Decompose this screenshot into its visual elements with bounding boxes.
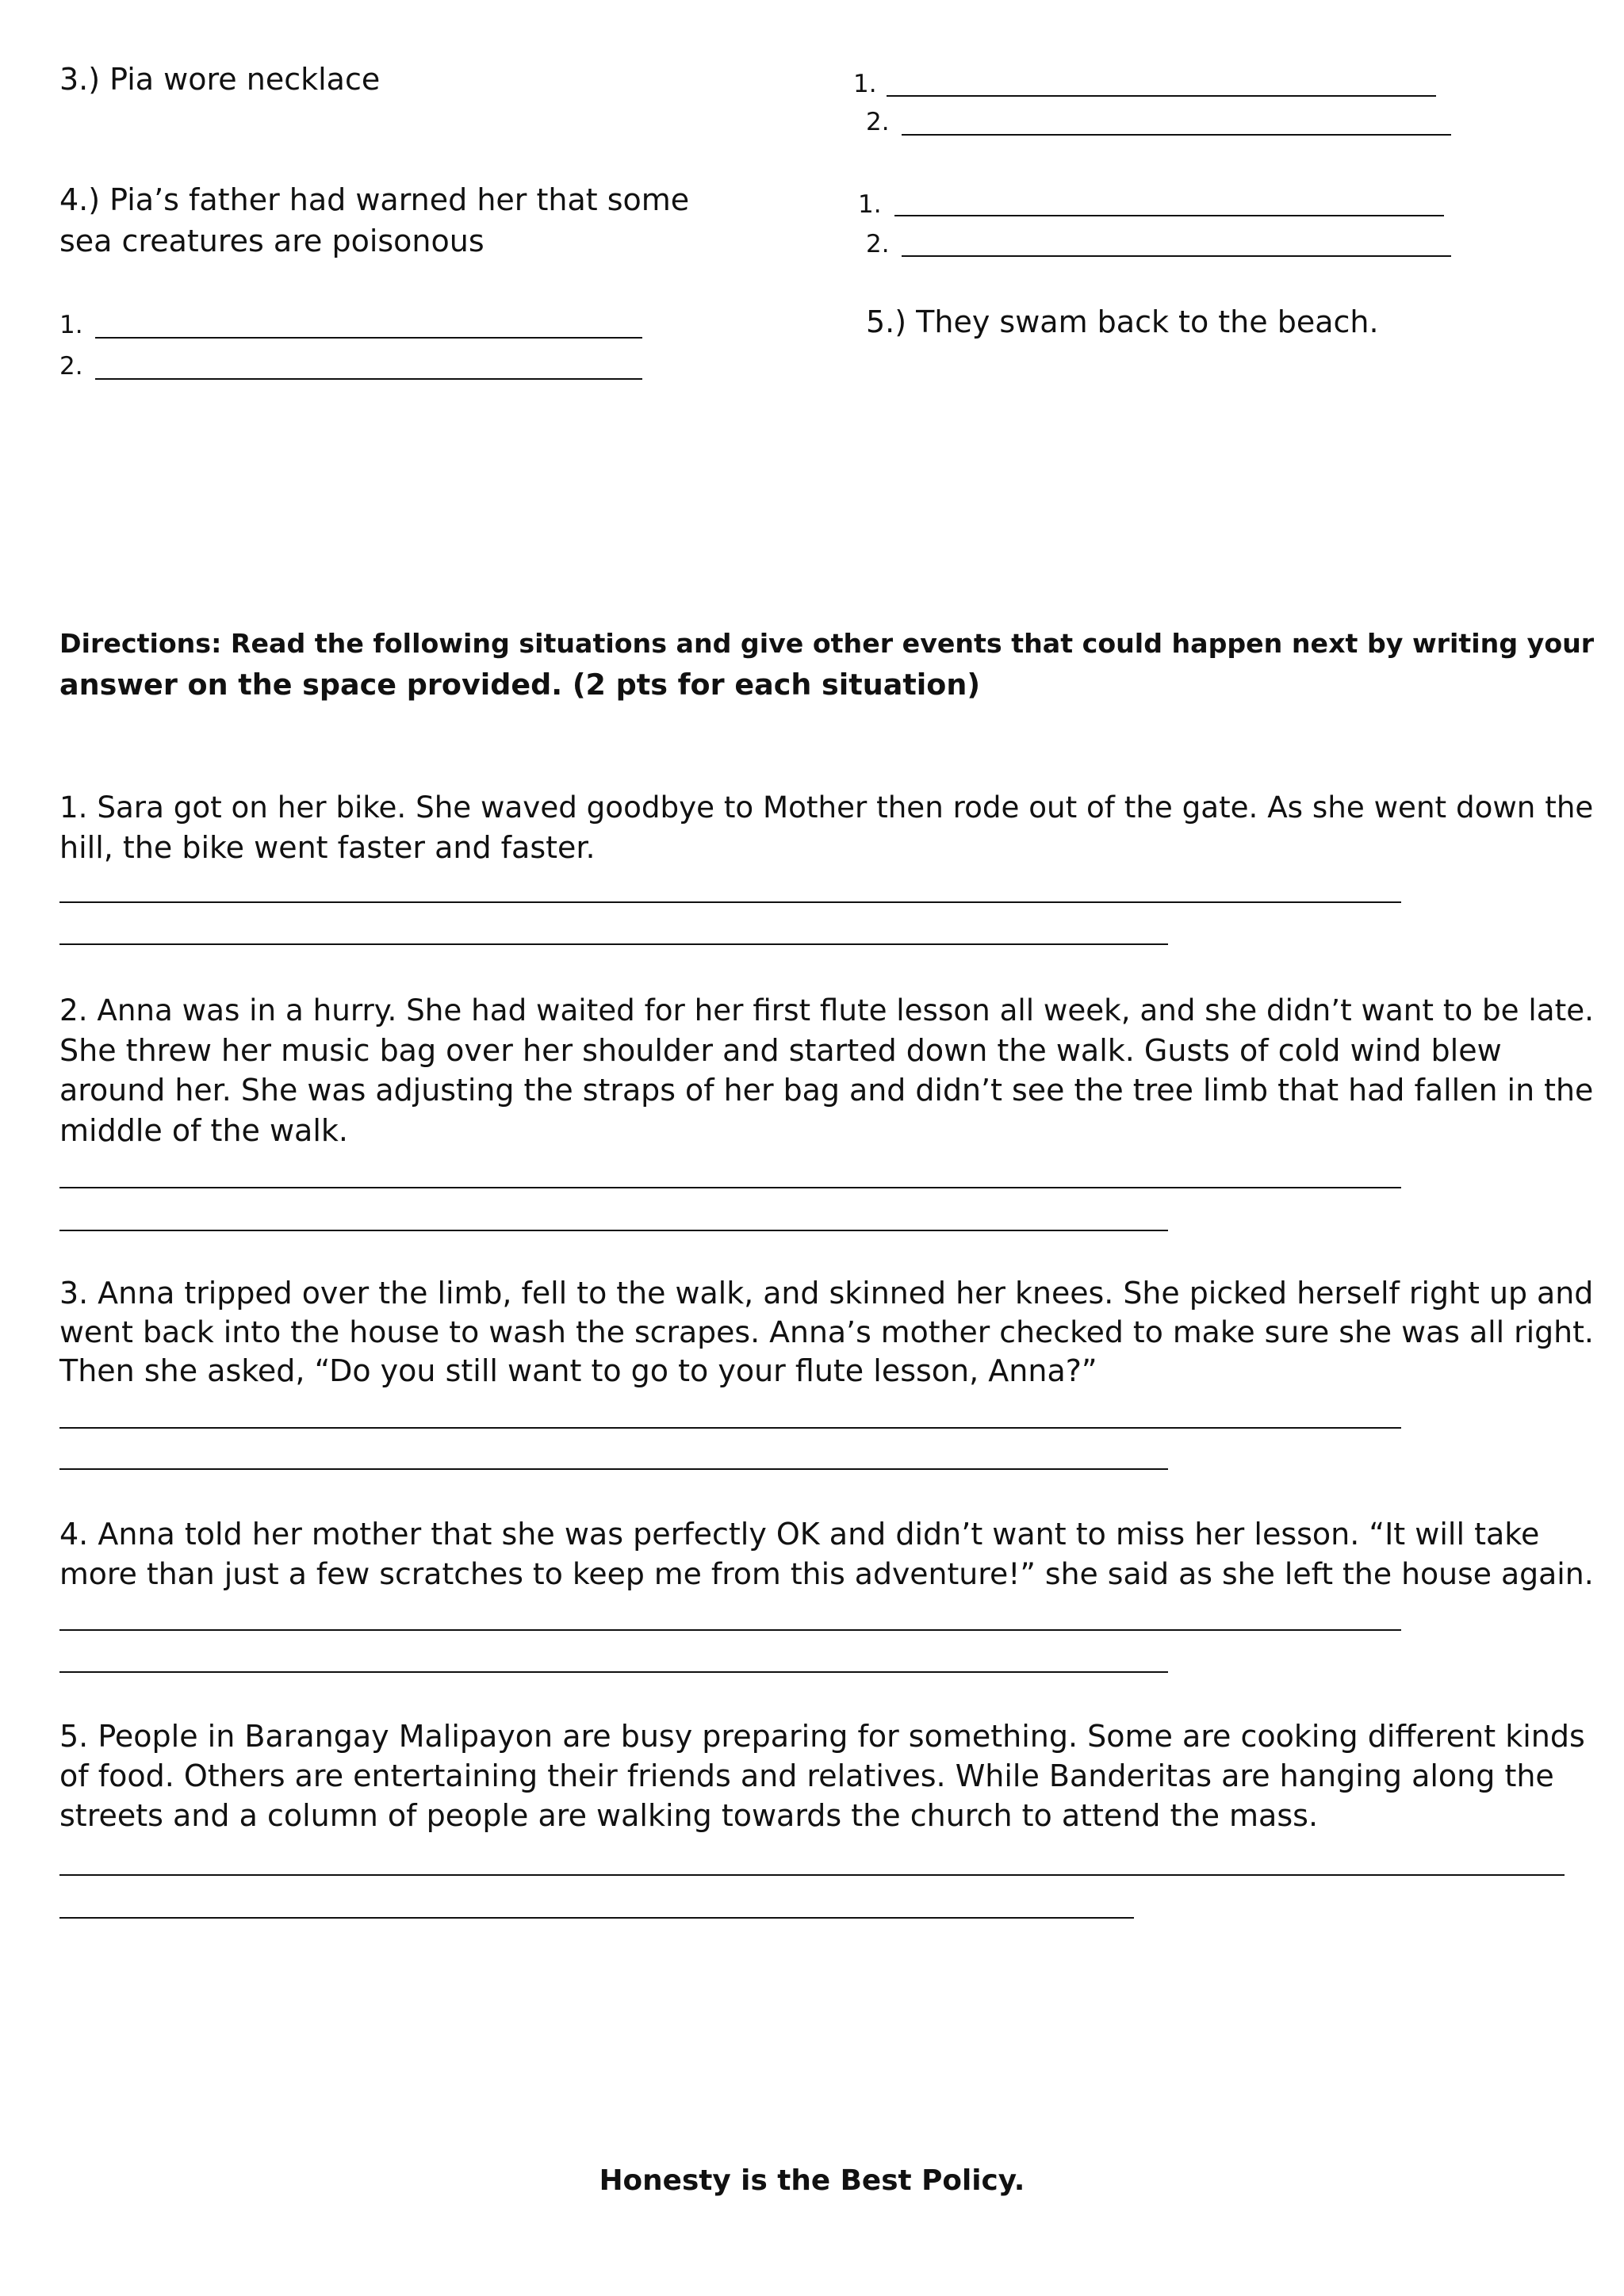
item-5-prompt: 5.) They swam back to the beach. xyxy=(866,304,1379,339)
situation-2-line-2: She threw her music bag over her shoulder and started down the walk. Gusts of cold wind blew xyxy=(59,1033,1502,1068)
item-3-answer-line-2[interactable] xyxy=(902,134,1451,136)
situation-2-line-1: 2. Anna was in a hurry. She had waited for her first flute lesson all week, and she didn’t want to be late. xyxy=(59,993,1594,1027)
item-3-blank-2-number: 2. xyxy=(866,108,890,136)
situation-1-line-1: 1. Sara got on her bike. She waved goodbye to Mother then rode out of the gate. As she went down the xyxy=(59,790,1594,825)
directions-line-2: answer on the space provided. (2 pts for each situation) xyxy=(59,668,981,702)
directions-line-1: Directions: Read the following situations and give other events that could happen next by writing your xyxy=(59,628,1595,659)
situation-5-line-2: of food. Others are entertaining their friends and relatives. While Banderitas are hanging along the xyxy=(59,1758,1554,1793)
item-4-prompt-line-2: sea creatures are poisonous xyxy=(59,224,485,258)
situation-2-answer-line-2[interactable] xyxy=(59,1230,1168,1231)
situation-4-answer-line-2[interactable] xyxy=(59,1671,1168,1673)
situation-1-answer-line-1[interactable] xyxy=(59,901,1401,903)
item-4-blank-1-number: 1. xyxy=(858,190,882,219)
situation-4-line-2: more than just a few scratches to keep me from this adventure!” she said as she left the house again. xyxy=(59,1556,1594,1591)
situation-3-answer-line-2[interactable] xyxy=(59,1468,1168,1470)
situation-4-line-1: 4. Anna told her mother that she was perfectly OK and didn’t want to miss her lesson. “It will take xyxy=(59,1517,1540,1552)
situation-2-line-4: middle of the walk. xyxy=(59,1113,348,1148)
item-4-answer-line-1[interactable] xyxy=(894,215,1444,216)
situation-2-answer-line-1[interactable] xyxy=(59,1187,1401,1188)
item-4-answer-line-2[interactable] xyxy=(902,255,1451,257)
situation-3-line-2: went back into the house to wash the scrapes. Anna’s mother checked to make sure she was all right. xyxy=(59,1314,1594,1349)
item-3-blank-1-number: 1. xyxy=(853,70,877,98)
item-4-prompt-line-1: 4.) Pia’s father had warned her that some xyxy=(59,182,690,217)
situation-5-answer-line-2[interactable] xyxy=(59,1917,1134,1919)
left-blank-1-number: 1. xyxy=(59,311,83,339)
situation-5-line-1: 5. People in Barangay Malipayon are busy preparing for something. Some are cooking different kinds xyxy=(59,1719,1585,1754)
situation-1-line-2: hill, the bike went faster and faster. xyxy=(59,830,596,865)
situation-5-line-3: streets and a column of people are walking towards the church to attend the mass. xyxy=(59,1798,1319,1833)
situation-1-answer-line-2[interactable] xyxy=(59,943,1168,945)
situation-2-line-3: around her. She was adjusting the straps of her bag and didn’t see the tree limb that had fallen in the xyxy=(59,1073,1594,1108)
left-blank-2-number: 2. xyxy=(59,352,83,381)
footer-motto: Honesty is the Best Policy. xyxy=(599,2164,1025,2197)
situation-3-line-3: Then she asked, “Do you still want to go to your flute lesson, Anna?” xyxy=(59,1353,1097,1388)
item-4-blank-2-number: 2. xyxy=(866,230,890,258)
situation-5-answer-line-1[interactable] xyxy=(59,1874,1565,1876)
item-3-answer-line-1[interactable] xyxy=(887,95,1436,97)
situation-3-line-1: 3. Anna tripped over the limb, fell to the walk, and skinned her knees. She picked herself right up and xyxy=(59,1276,1594,1311)
situation-4-answer-line-1[interactable] xyxy=(59,1629,1401,1631)
left-answer-line-1[interactable] xyxy=(95,337,642,339)
situation-3-answer-line-1[interactable] xyxy=(59,1427,1401,1429)
left-answer-line-2[interactable] xyxy=(95,378,642,380)
item-3-prompt: 3.) Pia wore necklace xyxy=(59,62,381,97)
